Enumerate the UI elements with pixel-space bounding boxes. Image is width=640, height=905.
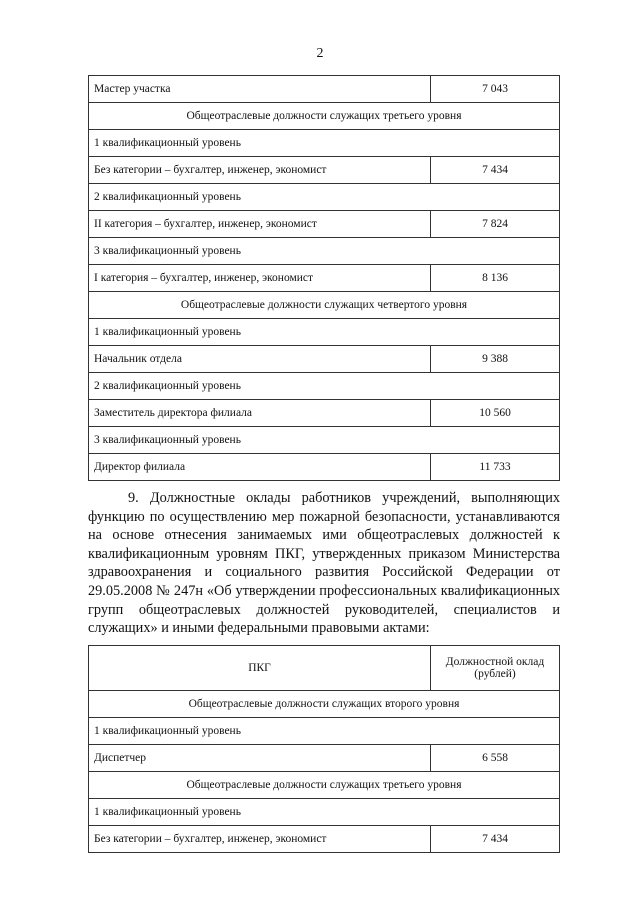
qualification-level: 1 квалификационный уровень xyxy=(89,130,560,157)
level-row xyxy=(89,373,560,400)
table-row xyxy=(89,157,560,184)
qualification-level: 2 квалификационный уровень xyxy=(89,184,560,211)
header-salary-line1: Должностной оклад xyxy=(445,656,545,668)
salary-value: 7 434 xyxy=(431,826,560,853)
position-name: Заместитель директора филиала xyxy=(89,400,431,427)
section-title: Общеотраслевые должности служащих второго уровня xyxy=(89,691,560,718)
header-salary xyxy=(431,646,560,691)
level-row xyxy=(89,238,560,265)
section-row xyxy=(89,103,560,130)
section-row xyxy=(89,691,560,718)
table-row xyxy=(89,76,560,103)
level-row xyxy=(89,718,560,745)
header-pkg: ПКГ xyxy=(89,646,431,691)
level-row xyxy=(89,319,560,346)
salary-value: 6 558 xyxy=(431,745,560,772)
table-row xyxy=(89,826,560,853)
position-name: Начальник отдела xyxy=(89,346,431,373)
salary-value: 7 824 xyxy=(431,211,560,238)
table-row xyxy=(89,400,560,427)
section-title: Общеотраслевые должности служащих третьего уровня xyxy=(89,103,560,130)
salary-value: 7 434 xyxy=(431,157,560,184)
qualification-level: 1 квалификационный уровень xyxy=(89,319,560,346)
header-salary-line2: (рублей) xyxy=(474,668,516,680)
table-row xyxy=(89,454,560,481)
level-row xyxy=(89,799,560,826)
table-row xyxy=(89,745,560,772)
section-row xyxy=(89,772,560,799)
qualification-level: 1 квалификационный уровень xyxy=(89,718,560,745)
position-name: Без категории – бухгалтер, инженер, экономист xyxy=(89,157,431,184)
salary-value: 7 043 xyxy=(431,76,560,103)
paragraph-9 xyxy=(88,489,560,638)
salary-table-2 xyxy=(88,645,560,853)
table-header-row xyxy=(89,646,560,691)
position-name: I категория – бухгалтер, инженер, экономист xyxy=(89,265,431,292)
table-row xyxy=(89,211,560,238)
page-number: 2 xyxy=(316,46,324,61)
position-name: Мастер участка xyxy=(89,76,431,103)
position-name: Без категории – бухгалтер, инженер, экономист xyxy=(89,826,431,853)
qualification-level: 3 квалификационный уровень xyxy=(89,427,560,454)
table-row xyxy=(89,265,560,292)
salary-value: 8 136 xyxy=(431,265,560,292)
section-row xyxy=(89,292,560,319)
qualification-level: 3 квалификационный уровень xyxy=(89,238,560,265)
level-row xyxy=(89,427,560,454)
salary-value: 10 560 xyxy=(431,400,560,427)
section-title: Общеотраслевые должности служащих третьего уровня xyxy=(89,772,560,799)
salary-value: 9 388 xyxy=(431,346,560,373)
qualification-level: 2 квалификационный уровень xyxy=(89,373,560,400)
table-row xyxy=(89,346,560,373)
salary-table-1 xyxy=(88,75,560,481)
position-name: Директор филиала xyxy=(89,454,431,481)
paragraph-text: 9. Должностные оклады работников учреждений, выполняющих функцию по осуществлению мер пожарной безопасности, устанавливаются на основе отнесения занимаемых ими общеотраслевых должностей к квалификационным уровням ПКГ, утвержденных приказом Министерства здравоохранения и социального развития Российской Федерации от 29.05.2008 № 247н «Об утверждении профессиональных квалификационных групп общеотраслевых должностей руководителей, специалистов и служащих» и иными федеральными правовыми актами: xyxy=(88,490,560,637)
level-row xyxy=(89,184,560,211)
qualification-level: 1 квалификационный уровень xyxy=(89,799,560,826)
section-title: Общеотраслевые должности служащих четвертого уровня xyxy=(89,292,560,319)
position-name: II категория – бухгалтер, инженер, экономист xyxy=(89,211,431,238)
position-name: Диспетчер xyxy=(89,745,431,772)
level-row xyxy=(89,130,560,157)
salary-value: 11 733 xyxy=(431,454,560,481)
